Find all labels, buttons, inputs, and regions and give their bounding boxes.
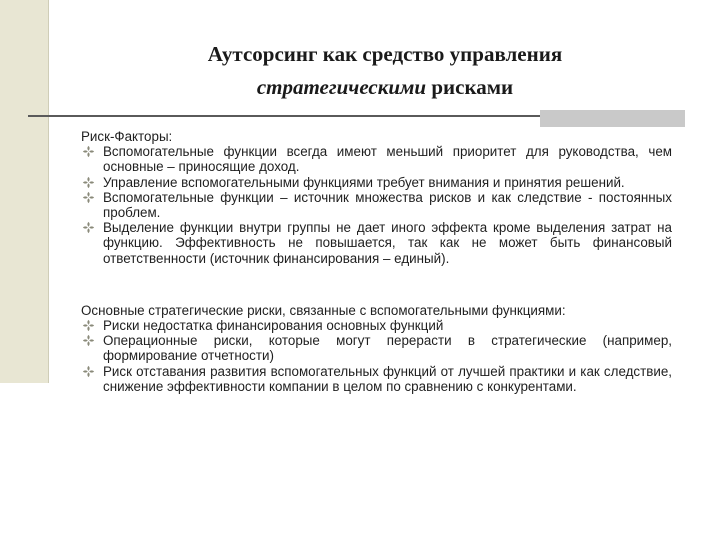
- slide-title: [110, 38, 660, 104]
- diamond-clover-icon: [82, 191, 95, 204]
- list-item-text: Риски недостатка финансирования основных функций: [103, 318, 444, 334]
- list-item-text: Управление вспомогательными функциями требует внимания и принятия решений.: [103, 174, 625, 190]
- title-line-2-rest: рисками: [426, 75, 514, 99]
- list-item: [81, 175, 672, 190]
- diamond-clover-icon: [82, 319, 95, 332]
- title-line-2: [110, 71, 660, 104]
- list-item-text: Риск отставания развития вспомогательных функций от лучшей практики и как следствие, снижение эффективности компании в целом по сравнению с конкурентами.: [103, 363, 672, 394]
- diamond-clover-icon: [82, 221, 95, 234]
- risk-factors-list: [81, 144, 672, 266]
- list-item: [81, 220, 672, 266]
- strategic-risks-list: [81, 318, 672, 394]
- diamond-clover-icon: [82, 334, 95, 347]
- list-item: [81, 318, 672, 333]
- title-line-1: Аутсорсинг как средство управления: [207, 42, 563, 66]
- list-item-text: Операционные риски, которые могут перерасти в стратегические (например, формирование отчетности): [103, 333, 672, 364]
- list-item-text: Выделение функции внутри группы не дает иного эффекта кроме выделения затрат на функцию. Эффективность не повышается, так как не может быть финансовый ответственности (источник финансирования – единый).: [103, 220, 672, 266]
- left-decorative-bar: [0, 0, 49, 383]
- diamond-clover-icon: [82, 365, 95, 378]
- list-item-text: Вспомогательные функции – источник множества рисков и как следствие - постоянных проблем.: [103, 189, 672, 221]
- list-item: [81, 144, 672, 174]
- risk-factors-heading: Риск-Факторы:: [81, 129, 173, 144]
- diamond-clover-icon: [82, 176, 95, 189]
- title-accent-block: [540, 110, 685, 127]
- slide-content: [81, 129, 672, 394]
- list-item: [81, 364, 672, 394]
- diamond-clover-icon: [82, 145, 95, 158]
- list-item: [81, 190, 672, 220]
- title-italic-word: стратегическими: [256, 75, 427, 99]
- list-item-text: Вспомогательные функции всегда имеют меньший приоритет для руководства, чем основные – приносящие доход.: [103, 144, 672, 175]
- list-item: [81, 333, 672, 363]
- strategic-risks-heading: Основные стратегические риски, связанные с вспомогательными функциями:: [81, 302, 566, 318]
